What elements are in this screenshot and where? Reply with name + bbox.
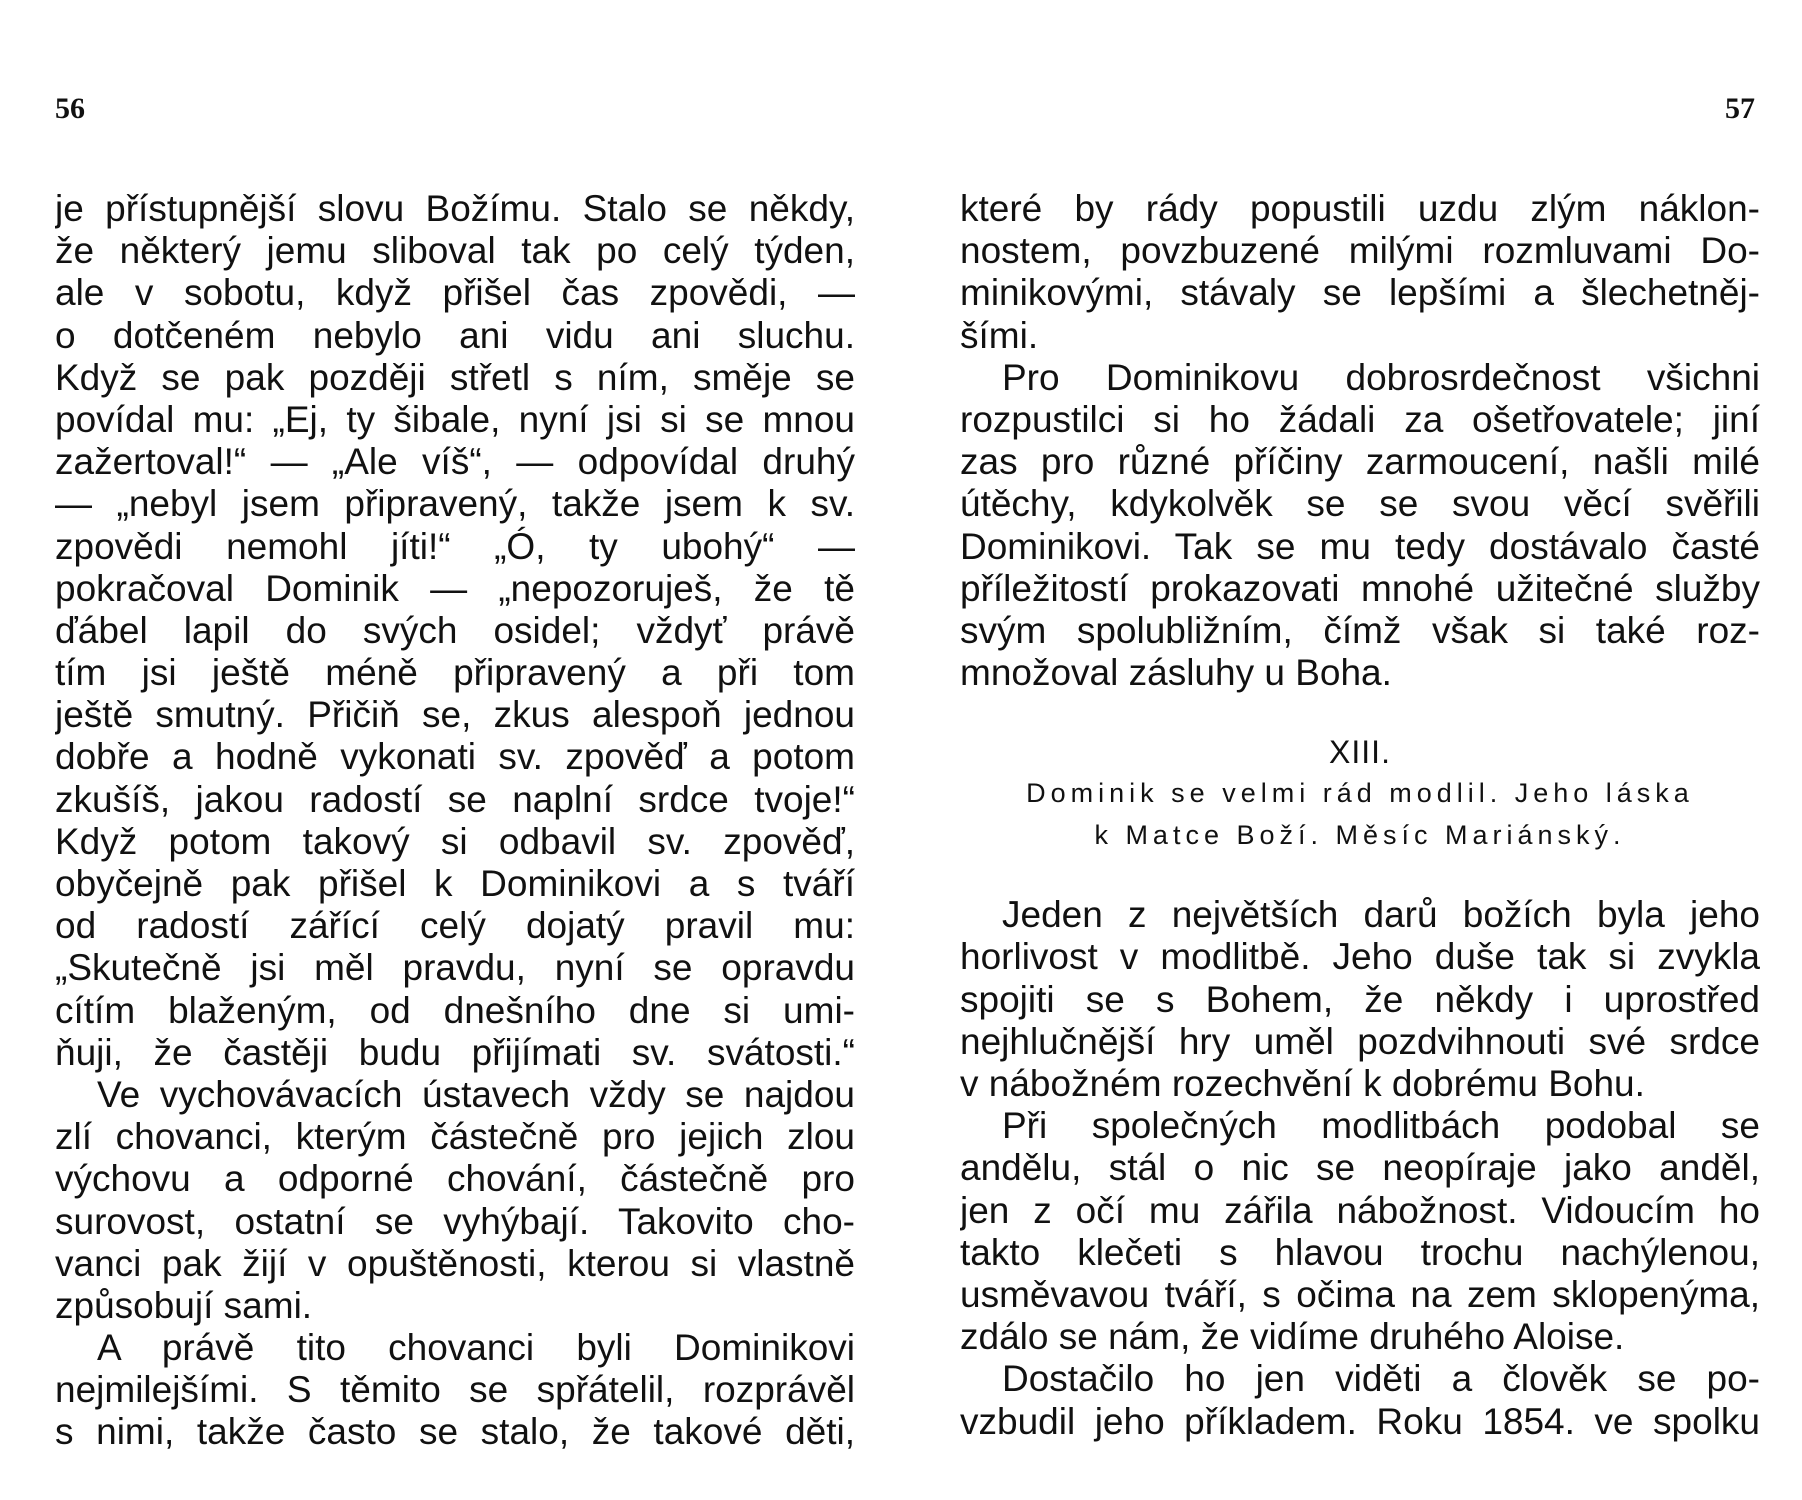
text-line: výchovu a odporné chování, částečně pro — [55, 1158, 855, 1200]
text-line: „Skutečně jsi měl pravdu, nyní se opravdu — [55, 947, 855, 989]
page-number-right: 57 — [1725, 92, 1755, 125]
text-line: zas pro různé příčiny zarmoucení, našli milé — [960, 441, 1760, 483]
text-line: zlí chovanci, kterým částečně pro jejich zlou — [55, 1116, 855, 1158]
text-line: s nimi, takže často se stalo, že takové děti, — [55, 1411, 855, 1453]
text-line: od radostí zářící celý dojatý pravil mu: — [55, 905, 855, 947]
text-line: ještě smutný. Přičiň se, zkus alespoň jednou — [55, 694, 855, 736]
text-line: spojiti se s Bohem, že někdy i uprostřed — [960, 978, 1760, 1020]
text-line: zpovědi nemohl jíti!“ „Ó, ty ubohý“ — — [55, 525, 855, 567]
text-line: obyčejně pak přišel k Dominikovi a s tváří — [55, 863, 855, 904]
text-line: šími. — [960, 314, 1039, 356]
text-line: minikovými, stávaly se lepšími a šlechetněj- — [960, 272, 1760, 314]
chapter-title-line-2: k Matce Boží. Měsíc Mariánský. — [1094, 820, 1626, 851]
text-line: rozpustilci si ho žádali za ošetřovatele; jiní — [960, 398, 1760, 440]
text-line: v nábožném rozechvění k dobrému Bohu. — [960, 1063, 1645, 1104]
text-line: andělu, stál o nic se neopíraje jako anděl, — [960, 1147, 1760, 1189]
text-line: je přístupnější slovu Božímu. Stalo se někdy, — [55, 188, 855, 229]
spacer-before-chapter — [960, 694, 1760, 732]
text-line: které by rády popustili uzdu zlým náklon- — [960, 188, 1760, 229]
text-line: surovost, ostatní se vyhýbají. Takovito cho- — [55, 1200, 855, 1242]
text-line: ňuji, že častěji budu přijímati sv. svátosti.“ — [55, 1031, 855, 1073]
text-line: pokračoval Dominik — „nepozoruješ, že tě — [55, 567, 855, 609]
text-line: nejhlučnější hry uměl pozdvihnouti své srdce — [960, 1020, 1760, 1062]
text-line: že některý jemu sliboval tak po celý týden, — [55, 230, 855, 272]
text-line: způsobují sami. — [55, 1284, 313, 1326]
text-line: o dotčeném nebylo ani vidu ani sluchu. — [55, 314, 855, 356]
text-line: horlivost v modlitbě. Jeho duše tak si zvykla — [960, 936, 1760, 978]
page-number-left: 56 — [55, 92, 85, 125]
text-line: svým spolubližním, čímž však si také roz- — [960, 609, 1760, 651]
text-line: Ve vychovávacích ústavech vždy se najdou — [97, 1073, 855, 1115]
spacer-after-chapter — [960, 856, 1760, 894]
text-line: vanci pak žijí v opuštěnosti, kterou si vlastně — [55, 1242, 855, 1284]
text-line: tím jsi ještě méně připravený a při tom — [55, 652, 855, 694]
chapter-number: XIII. — [1329, 734, 1391, 771]
right-column-top-text — [960, 188, 1760, 694]
right-column-bottom-text — [960, 894, 1760, 1442]
text-line: Při společných modlitbách podobal se — [1002, 1105, 1760, 1147]
text-line: zkušíš, jakou radostí se naplní srdce tvoje!“ — [55, 778, 855, 820]
text-line: jen z očí mu zářila nábožnost. Vidoucím ho — [960, 1189, 1760, 1231]
text-line: takto klečeti s hlavou trochu nachýlenou, — [960, 1231, 1760, 1273]
text-line: ďábel lapil do svých osidel; vždyť právě — [55, 609, 855, 651]
text-line: Pro Dominikovu dobrosrdečnost všichni — [1002, 356, 1760, 398]
left-column — [55, 188, 855, 1454]
text-line: ale v sobotu, když přišel čas zpovědi, — — [55, 272, 855, 314]
text-line: Dominikovi. Tak se mu tedy dostávalo časté — [960, 525, 1760, 567]
text-line: A právě tito chovanci byli Dominikovi — [97, 1327, 855, 1369]
text-line: povídal mu: „Ej, ty šibale, nyní jsi si se mnou — [55, 398, 855, 440]
text-line: zdálo se nám, že vidíme druhého Aloise. — [960, 1316, 1625, 1358]
text-line: dobře a hodně vykonati sv. zpověď a potom — [55, 736, 855, 778]
text-line: Když se pak později střetl s ním, směje se — [55, 356, 855, 398]
text-line: cítím blaženým, od dnešního dne si umi- — [55, 989, 855, 1031]
text-line: Jeden z největších darů božích byla jeho — [1002, 894, 1760, 936]
chapter-title-line-1: Dominik se velmi rád modlil. Jeho láska — [1026, 778, 1694, 809]
text-line: — „nebyl jsem připravený, takže jsem k sv. — [55, 483, 855, 525]
text-line: příležitostí prokazovati mnohé užitečné služby — [960, 567, 1760, 609]
text-line: množoval zásluhy u Boha. — [960, 652, 1392, 694]
right-column — [960, 188, 1760, 1443]
text-line: nejmilejšími. S těmito se spřátelil, rozprávěl — [55, 1369, 855, 1411]
text-line: usměvavou tváří, s očima na zem sklopenýma, — [960, 1273, 1760, 1315]
text-line: vzbudil jeho příkladem. Roku 1854. ve spolku — [960, 1400, 1760, 1442]
text-line: zažertoval!“ — „Ale víš“, — odpovídal druhý — [55, 441, 855, 483]
text-line: nostem, povzbuzené milými rozmluvami Do- — [960, 230, 1760, 272]
text-line: Když potom takový si odbavil sv. zpověď, — [55, 820, 855, 862]
text-line: útěchy, kdykolvěk se se svou věcí svěřili — [960, 483, 1760, 525]
text-line: Dostačilo ho jen viděti a člověk se po- — [1002, 1358, 1760, 1400]
